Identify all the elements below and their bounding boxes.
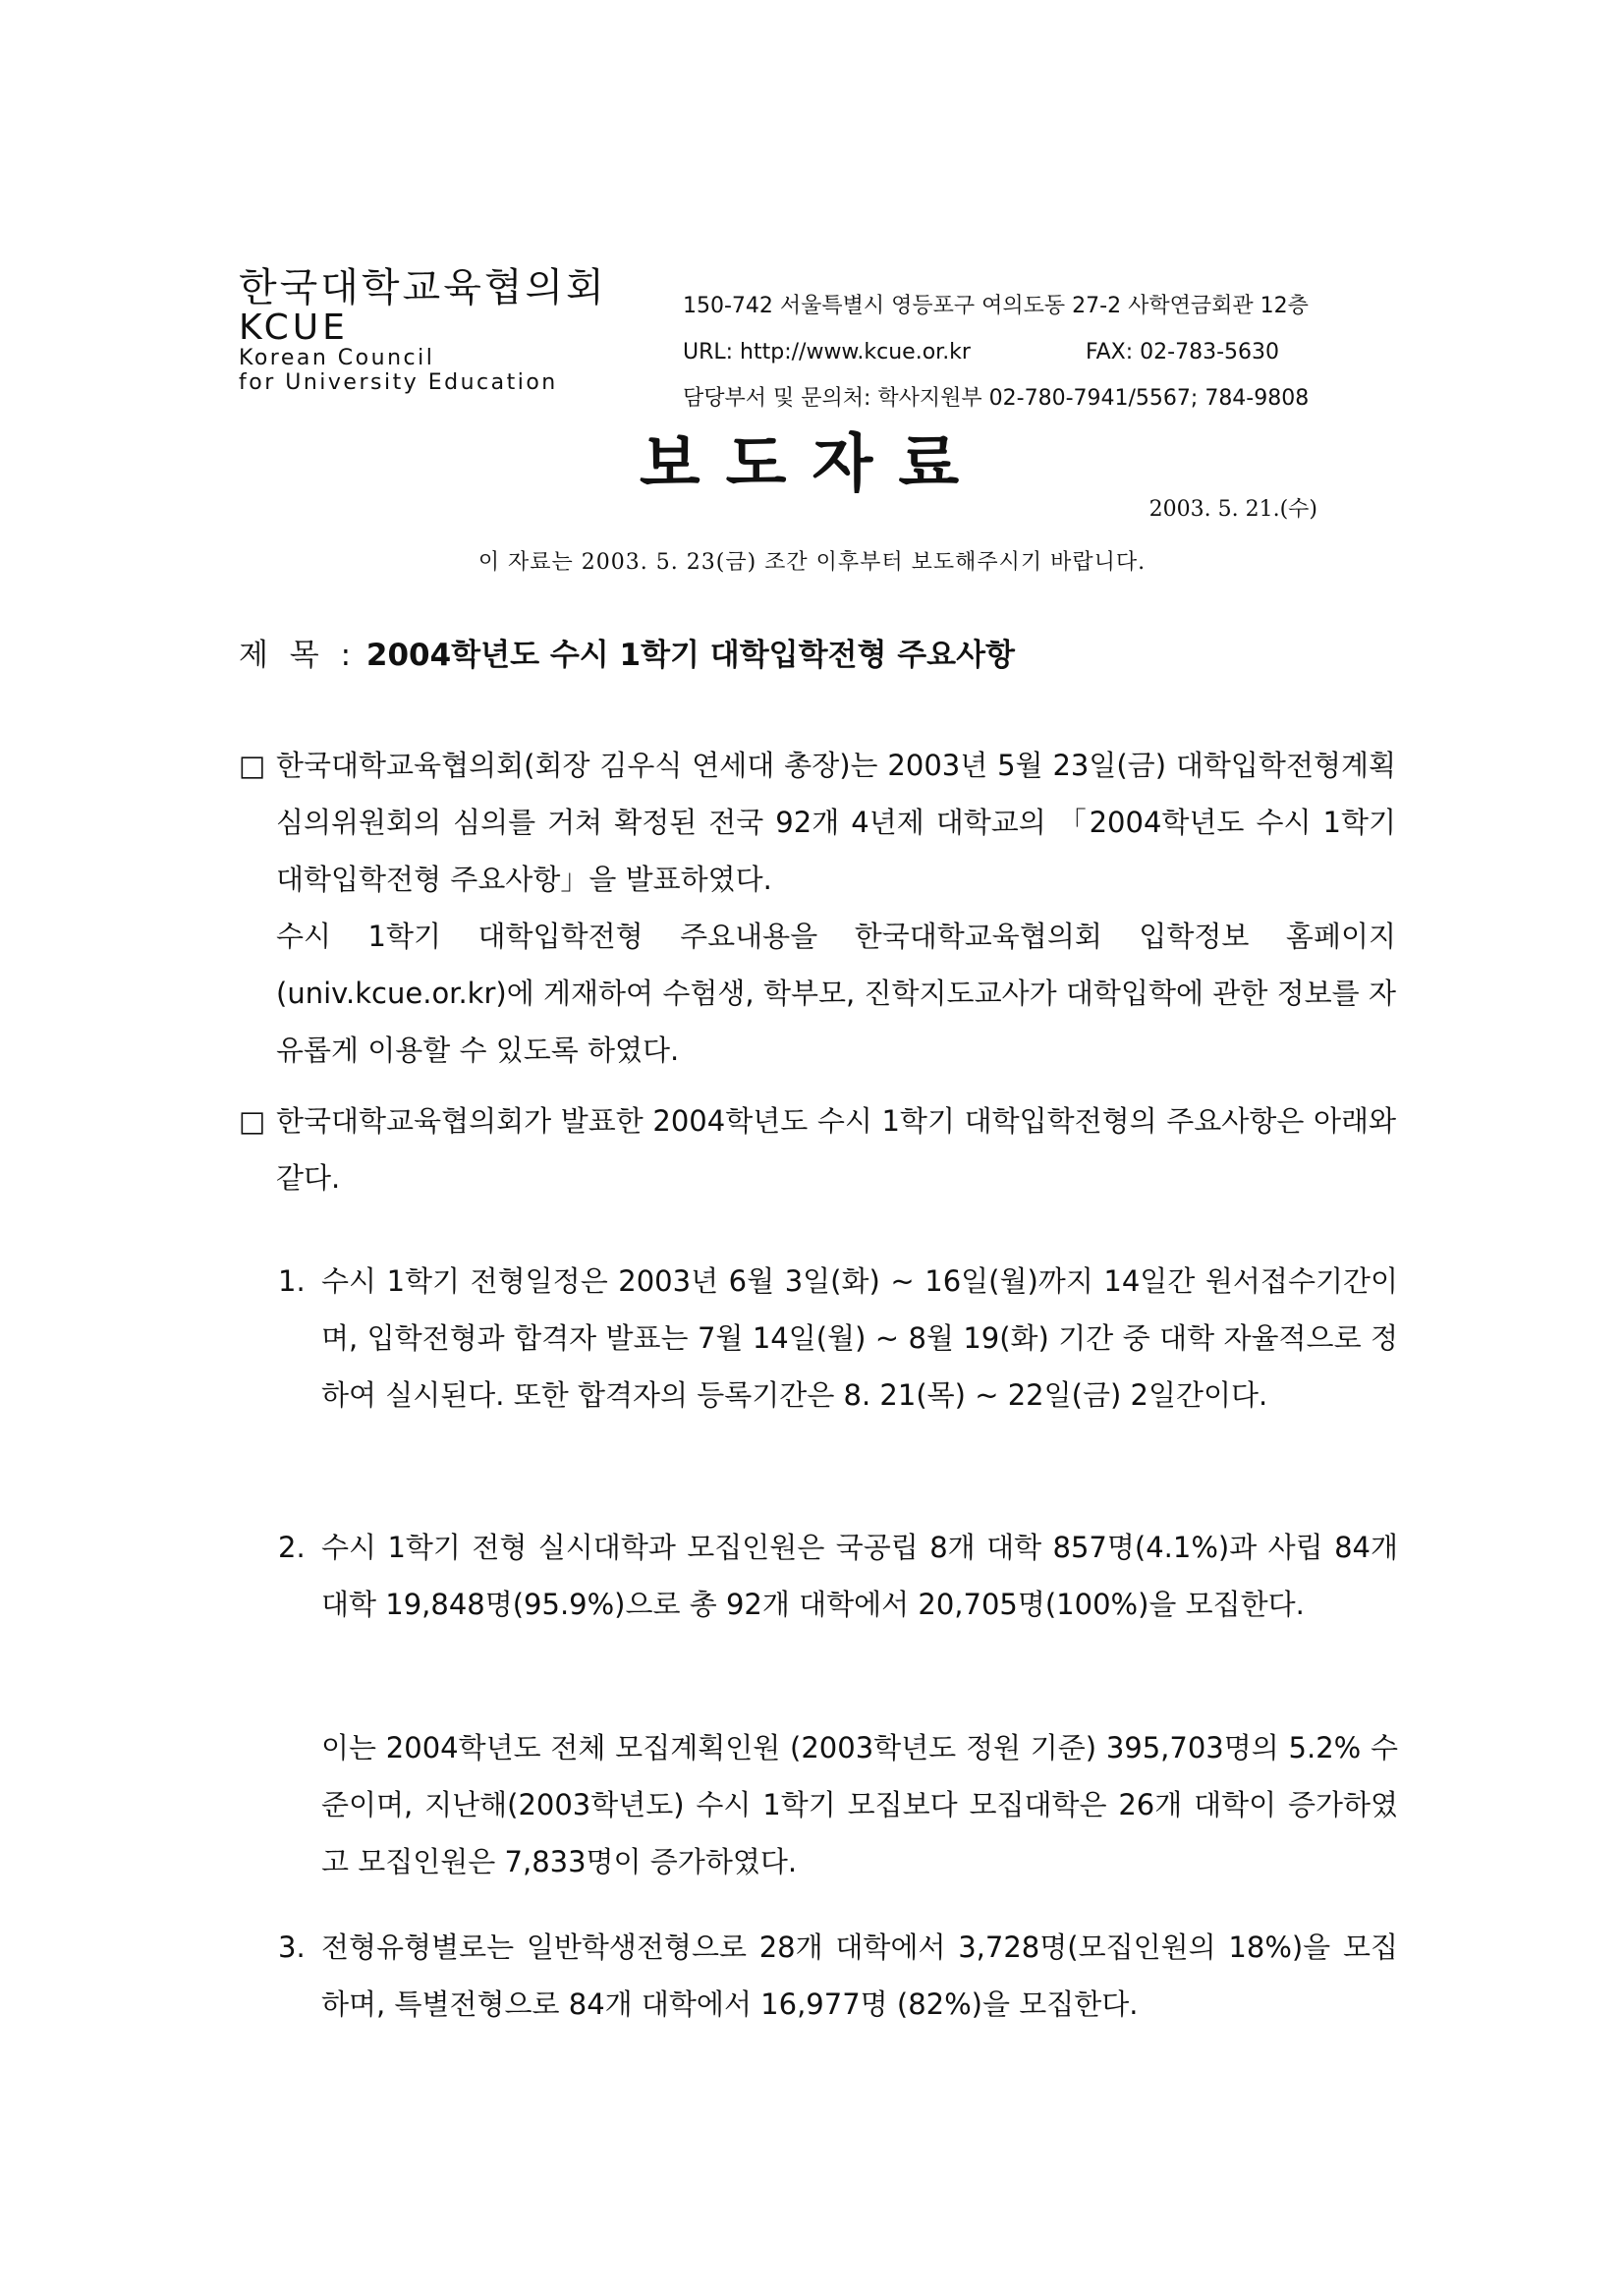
paragraph-1-text: 한국대학교육협의회(회장 김우식 연세대 총장)는 2003년 5월 23일(금) 대학입학전형계획심의위원회의 심의를 거쳐 확정된 전국 92개 4년제 대학교의 「2004학년도 수시 1학기 대학입학전형 주요사항」을 발표하였다. bbox=[276, 749, 1396, 896]
contact-department: 담당부서 및 문의처: 학사지원부 02-780-7941/5567; 784-9808 bbox=[683, 386, 1310, 411]
document-title: 보도자료 bbox=[639, 428, 985, 501]
fax-number: FAX: 02-783-5630 bbox=[1085, 340, 1279, 364]
subject-label: 제 목 : bbox=[239, 638, 358, 673]
item-number: 2. bbox=[278, 1531, 306, 1564]
item-2-note: 이는 2004학년도 전체 모집계획인원 (2003학년도 정원 기준) 395,703명의 5.2% 수준이며, 지난해(2003학년도) 수시 1학기 모집보다 모집대학은 26개 대학이 증가하였고 모집인원은 7,833명이 증가하였다. bbox=[321, 1731, 1398, 1878]
item-text: 수시 1학기 전형 실시대학과 모집인원은 국공립 8개 대학 857명(4.1%)과 사립 84개 대학 19,848명(95.9%)으로 총 92개 대학에서 20,705명(100%)을 모집한다. bbox=[321, 1531, 1398, 1621]
list-item-2 bbox=[278, 1519, 1398, 1633]
org-abbreviation: KCUE bbox=[239, 308, 349, 348]
subject-text: 2004학년도 수시 1학기 대학입학전형 주요사항 bbox=[365, 638, 1016, 673]
contact-block bbox=[683, 283, 1309, 421]
item-number: 3. bbox=[278, 1931, 306, 1964]
paragraph-1 bbox=[239, 737, 1396, 1079]
organization-block bbox=[239, 265, 632, 395]
org-korean-name: 한국대학교육협의회 bbox=[239, 265, 607, 310]
url-fax-line bbox=[683, 329, 1309, 375]
paragraph-2 bbox=[239, 1092, 1396, 1206]
item-text: 수시 1학기 전형일정은 2003년 6월 3일(화) ~ 16일(월)까지 14일간 원서접수기간이며, 입학전형과 합격자 발표는 7월 14일(월) ~ 8월 19(화) 기간 중 대학 자율적으로 정하여 실시된다. 또한 합격자의 등록기간은 8. 21(목) ~ 22일(금) 2일간이다. bbox=[321, 1264, 1398, 1412]
list-item-1 bbox=[278, 1253, 1398, 1424]
paragraph-1b-text: 수시 1학기 대학입학전형 주요내용을 한국대학교육협의회 입학정보 홈페이지(univ.kcue.or.kr)에 게재하여 수험생, 학부모, 진학지도교사가 대학입학에 관한 정보를 자유롭게 이용할 수 있도록 하였다. bbox=[276, 920, 1396, 1067]
item-number: 1. bbox=[278, 1264, 306, 1298]
embargo-notice: 이 자료는 2003. 5. 23(금) 조간 이후부터 보도해주시기 바랍니다. bbox=[477, 550, 1147, 575]
subject-line bbox=[239, 634, 1015, 677]
org-english-name-line2: for University Education bbox=[239, 370, 558, 395]
list-item-3 bbox=[278, 1919, 1398, 2033]
item-text: 전형유형별로는 일반학생전형으로 28개 대학에서 3,728명(모집인원의 18%)을 모집하며, 특별전형으로 84개 대학에서 16,977명 (82%)을 모집한다. bbox=[321, 1931, 1398, 2021]
bullet-box: □ bbox=[239, 1104, 266, 1138]
org-english-name-line1: Korean Council bbox=[239, 346, 435, 370]
bullet-box: □ bbox=[239, 749, 266, 782]
document-date: 2003. 5. 21.(수) bbox=[1148, 497, 1317, 522]
website-url: URL: http://www.kcue.or.kr bbox=[683, 340, 971, 364]
address: 150-742 서울특별시 영등포구 여의도동 27-2 사학연금회관 12층 bbox=[683, 294, 1309, 318]
paragraph-2-text: 한국대학교육협의회가 발표한 2004학년도 수시 1학기 대학입학전형의 주요사항은 아래와 같다. bbox=[276, 1104, 1396, 1195]
